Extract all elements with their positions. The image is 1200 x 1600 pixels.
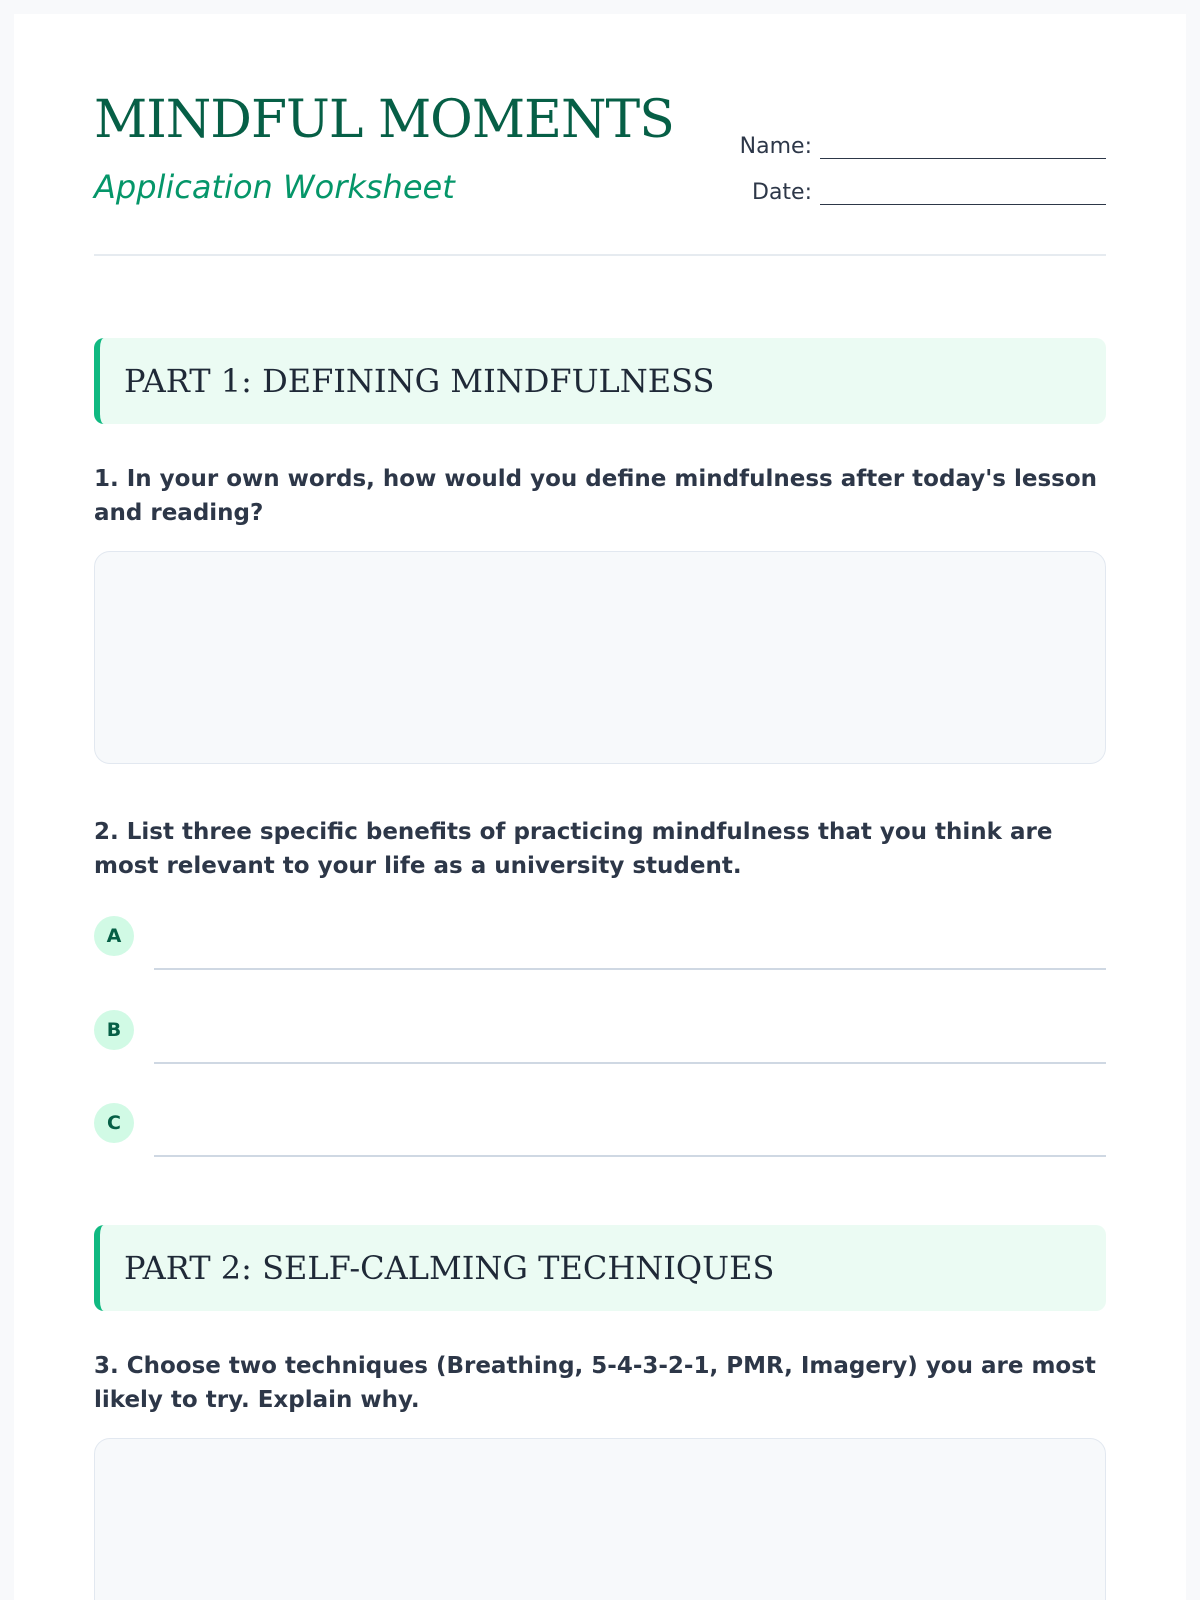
answer-box-1[interactable] [94,551,1106,764]
header-divider [94,254,1106,256]
name-label: Name: [739,134,812,159]
benefit-row-c [94,1103,1106,1159]
benefit-row-a [94,916,1106,972]
question-3: 3. Choose two techniques (Breathing, 5-4-3-2-1, PMR, Imagery) you are most likely to try. Explain why. [94,1353,1096,1413]
benefit-line-c[interactable] [154,1155,1106,1157]
part-1-heading: PART 1: DEFINING MINDFULNESS [94,338,1106,424]
benefit-row-b [94,1010,1106,1066]
date-input-line[interactable] [820,186,1106,205]
date-field [752,180,1106,205]
benefit-line-a[interactable] [154,968,1106,970]
date-label: Date: [752,180,812,205]
answer-box-3[interactable] [94,1438,1106,1600]
benefit-badge-b: B [94,1010,134,1050]
benefit-line-b[interactable] [154,1062,1106,1064]
worksheet-subtitle: Application Worksheet [94,168,455,206]
worksheet-title: MINDFUL MOMENTS [94,90,674,150]
part-2-heading: PART 2: SELF-CALMING TECHNIQUES [94,1225,1106,1311]
name-field [740,134,1106,159]
benefit-badge-a: A [94,916,134,956]
benefit-badge-c: C [94,1103,134,1143]
name-input-line[interactable] [820,140,1106,159]
question-1: 1. In your own words, how would you define mindfulness after today's lesson and reading? [94,466,1098,526]
question-2: 2. List three specific benefits of practicing mindfulness that you think are most relevant to your life as a university student. [94,819,1053,879]
